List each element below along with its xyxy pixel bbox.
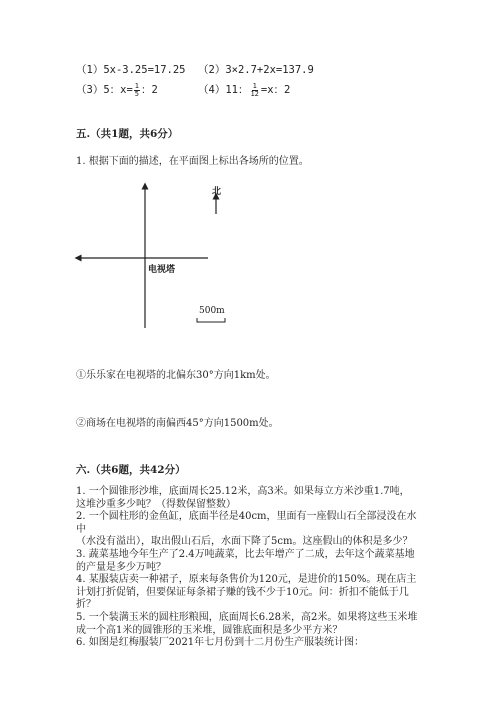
question-line: 6. 如图是红梅服装厂2021年七月份到十二月份生产服装统计图：	[76, 637, 365, 649]
equation-3-prefix: （3）5：x=	[76, 84, 133, 96]
scale-label: 500m	[199, 306, 225, 316]
question-line: 成一个高1米的圆锥形的玉米堆，圆锥底面积是多少平方米？	[76, 624, 343, 636]
question-line: 这堆沙重多少吨？（得数保留整数）	[76, 498, 236, 510]
equation-4-suffix: =x：2	[260, 84, 291, 96]
equation-4-numerator: 1	[252, 81, 257, 90]
section-5-question-1: 1. 根据下面的描述，在平面图上标出各场所的位置。	[76, 156, 309, 167]
section-5-title: 五.（共1题，共6分）	[76, 128, 179, 140]
equation-3-numerator: 1	[134, 81, 140, 90]
section-6-title: 六.（共6题，共42分）	[76, 464, 186, 476]
section-6-questions	[76, 486, 421, 650]
equation-3-denominator: 5	[134, 89, 140, 98]
question-line: 1. 一个圆锥形沙堆，底面周长25.12米，高3米。如果每立方米沙重1.7吨，	[76, 486, 410, 497]
equation-4-prefix: （4）11：	[198, 84, 249, 96]
question-line: 计划打折促销，但要保证每条裙子赚的钱不少于10元。问：折扣不能低于几折？	[76, 586, 409, 611]
question-line: 3. 蔬菜基地今年生产了2.4万吨蔬菜，比去年增产了二成，去年这个蔬菜基地	[76, 548, 415, 560]
equation-1: （1）5x-3.25=17.25	[76, 64, 186, 76]
equation-2: （2）3×2.7+2x=137.9	[198, 64, 314, 76]
scale-bar	[197, 318, 225, 322]
description-2: ②商场在电视塔的南偏西45°方向1500m处。	[76, 418, 279, 429]
question-line: 4. 某服装店卖一种裙子，原来每条售价为120元，是进价的150%。现在店主	[76, 574, 417, 586]
equation-3-suffix: ：2	[141, 84, 158, 96]
north-label: 北	[212, 187, 222, 197]
question-line: 的产量是多少万吨？	[76, 561, 166, 573]
question-line: 2. 一个圆柱形的金鱼缸，底面半径是40cm，里面有一座假山石全部浸没在水中	[76, 511, 417, 535]
question-line: （水没有溢出），取出假山石后，水面下降了5cm。这座假山的体积是多少？	[76, 536, 413, 548]
equation-4-denominator: 12	[250, 89, 259, 98]
description-1: ①乐乐家在电视塔的北偏东30°方向1km处。	[76, 370, 276, 381]
question-line: 5. 一个装满玉米的圆柱形粮囤，底面周长6.28米，高2米。如果将这些玉米堆	[76, 611, 418, 623]
tv-tower-label: 电视塔	[148, 265, 176, 275]
